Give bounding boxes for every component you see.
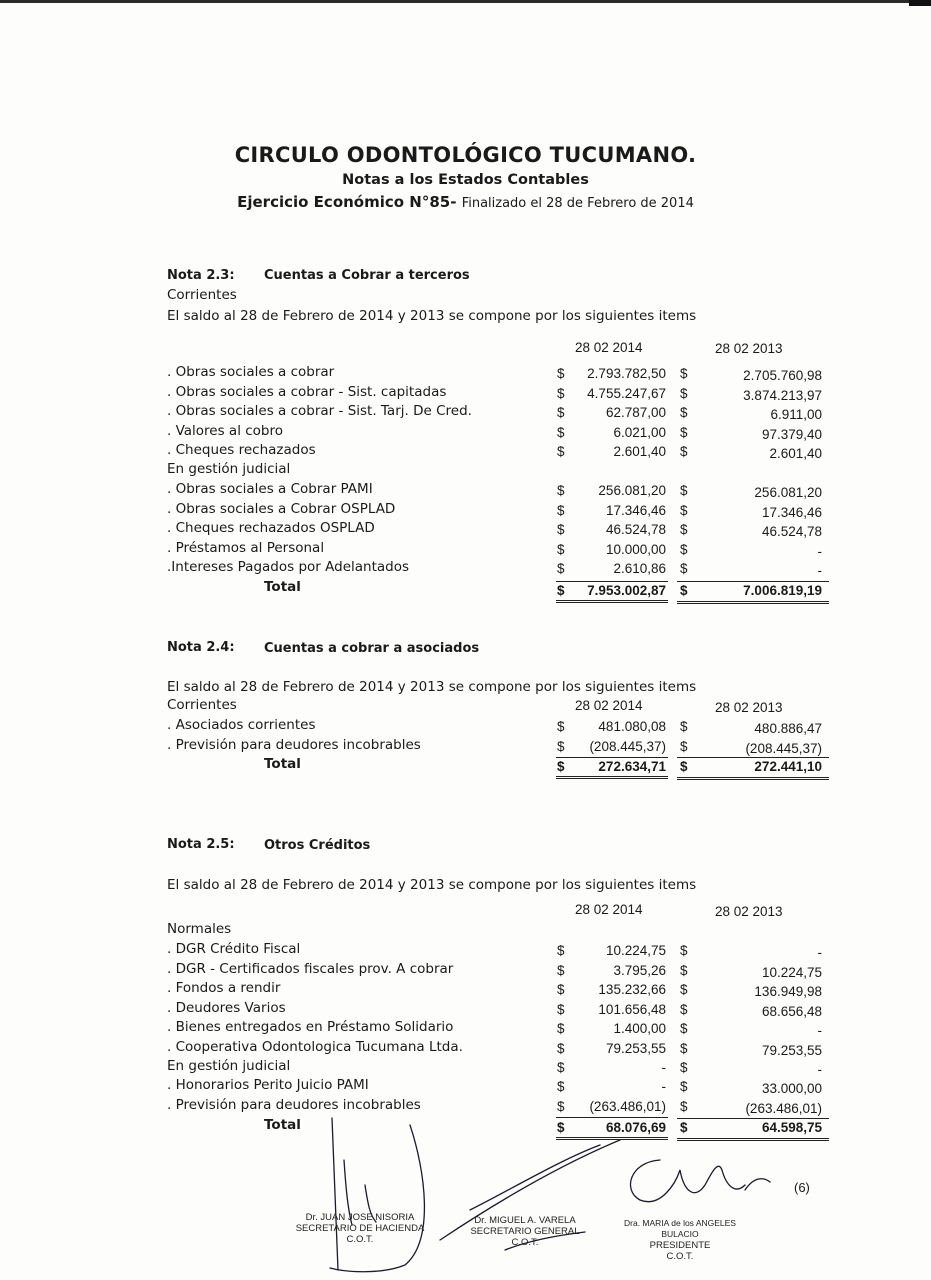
- row-value-2014: 135.232,66: [598, 982, 666, 997]
- nota23-col-2014: 28 02 2014: [575, 340, 643, 355]
- row-value-2014: 10.224,75: [605, 943, 666, 958]
- signature-name: Dra. MARIA de los ANGELES BULACIO: [624, 1218, 736, 1239]
- signature-stroke-6: [470, 1145, 600, 1210]
- signature-name: Dr. JUAN JOSE NISORIA: [305, 1212, 415, 1223]
- exercise-period: Finalizado el 28 de Febrero de 2014: [461, 196, 694, 211]
- row-currency-2014: $: [557, 1098, 565, 1114]
- row-value-2014: 4.755.247,67: [587, 385, 666, 401]
- row-currency-2014: $: [557, 1021, 565, 1036]
- row-label: . Fondos a rendir: [167, 980, 281, 996]
- row-currency-2013: $: [680, 483, 688, 498]
- row-value-2013: (263.486,01): [745, 1100, 822, 1116]
- row-currency-2013: $: [680, 444, 688, 459]
- nota23-sub: Corrientes: [167, 287, 237, 303]
- row-currency-2014: $: [557, 385, 565, 401]
- signature-stroke-1: [332, 1118, 338, 1270]
- row-value-2014: (263.486,01): [589, 1098, 666, 1114]
- row-currency-2013: $: [680, 962, 688, 978]
- signature-org: C.O.T.: [511, 1237, 539, 1248]
- nota24-total-label: Total: [264, 756, 301, 772]
- row-value-2013: 2.705.760,98: [743, 368, 822, 383]
- row-value-2014: 3.795,26: [613, 962, 666, 978]
- row-label: . Obras sociales a cobrar - Sist. Tarj. De Cred.: [167, 403, 472, 419]
- signature-stroke-8: [630, 1160, 745, 1202]
- row-value-2013: 17.346,46: [761, 504, 822, 520]
- row-value-2013: 3.874.213,97: [743, 387, 822, 403]
- row-label: . Previsión para deudores incobrables: [167, 736, 421, 753]
- nota25-number: Nota 2.5:: [167, 837, 235, 852]
- nota23-total-label: Total: [264, 579, 301, 595]
- row-label: . DGR Crédito Fiscal: [167, 941, 301, 957]
- row-value-2013: 79.253,55: [761, 1042, 822, 1058]
- row-value-2014: 79.253,55: [605, 1040, 666, 1056]
- row-currency-2014: $: [557, 366, 565, 381]
- row-currency-2014: $: [557, 405, 565, 420]
- row-value-2013: -: [817, 1023, 822, 1038]
- nota23-total-currency-2013: $: [680, 583, 688, 598]
- row-currency-2013: $: [680, 405, 688, 420]
- row-currency-2014: $: [557, 561, 565, 576]
- row-label: . Cheques rechazados: [167, 442, 316, 458]
- nota24-col-2014: 28 02 2014: [575, 698, 643, 713]
- nota24-total-2013: 272.441,10: [754, 759, 822, 774]
- row-currency-2013: $: [680, 982, 688, 997]
- row-label: . Cooperativa Odontologica Tucumana Ltda.: [167, 1038, 463, 1055]
- row-currency-2014: $: [557, 962, 565, 978]
- row-currency-2014: $: [557, 444, 565, 459]
- row-label: . Préstamos al Personal: [167, 539, 325, 556]
- row-value-2014: 481.080,08: [598, 719, 666, 734]
- document-subtitle: Notas a los Estados Contables: [342, 172, 589, 188]
- nota24-total-currency-2013: $: [680, 759, 688, 774]
- nota23-col-2013: 28 02 2013: [715, 341, 783, 356]
- row-currency-2014: $: [557, 1040, 565, 1056]
- row-currency-2013: $: [680, 561, 688, 576]
- row-label: . Cheques rechazados OSPLAD: [167, 520, 375, 536]
- nota24-total-2014: 272.634,71: [598, 759, 666, 774]
- row-value-2013: 136.949,98: [754, 984, 822, 999]
- nota23-total-currency-2014: $: [557, 583, 565, 598]
- row-currency-2014: $: [557, 1079, 565, 1094]
- row-currency-2013: $: [680, 1098, 688, 1114]
- nota25-total-currency-2014: $: [557, 1120, 565, 1135]
- row-label: .Intereses Pagados por Adelantados: [167, 559, 410, 575]
- row-value-2013: 480.886,47: [754, 721, 822, 736]
- nota25-sub: Normales: [167, 921, 232, 937]
- row-currency-2014: $: [557, 483, 565, 498]
- row-value-2013: 256.081,20: [754, 485, 822, 500]
- row-currency-2013: $: [680, 1040, 688, 1056]
- row-value-2014: 101.656,48: [598, 1001, 666, 1017]
- row-label: . Obras sociales a cobrar - Sist. capitadas: [167, 383, 447, 400]
- signature-role: PRESIDENTE: [649, 1240, 711, 1251]
- row-value-2013: (208.445,37): [745, 740, 822, 756]
- row-currency-2014: $: [557, 982, 565, 997]
- nota23-intro: El saldo al 28 de Febrero de 2014 y 2013 se compone por los siguientes items: [167, 308, 697, 324]
- row-value-2013: 97.379,40: [761, 426, 822, 442]
- row-currency-2014: $: [557, 1001, 565, 1017]
- row-value-2014: 2.601,40: [613, 444, 666, 459]
- row-currency-2013: $: [680, 1001, 688, 1017]
- row-value-2013: 10.224,75: [761, 964, 822, 980]
- row-currency-2013: $: [680, 1021, 688, 1036]
- row-value-2013: 33.000,00: [761, 1081, 822, 1096]
- row-value-2013: -: [817, 945, 822, 960]
- row-value-2014: 6.021,00: [613, 424, 666, 440]
- row-value-2014: 62.787,00: [605, 405, 666, 420]
- row-value-2014: 1.400,00: [613, 1021, 666, 1036]
- row-label: . DGR - Certificados fiscales prov. A cobrar: [167, 960, 454, 977]
- row-currency-2013: $: [680, 385, 688, 401]
- nota24-title: Cuentas a cobrar a asociados: [264, 641, 480, 656]
- nota25-judicial-currency-2013: $: [680, 1060, 688, 1075]
- row-value-2014: 2.793.782,50: [587, 366, 666, 381]
- row-currency-2013: $: [680, 366, 688, 381]
- row-value-2013: -: [817, 543, 822, 559]
- signature-block-presidente: [605, 1218, 755, 1262]
- nota24-number: Nota 2.4:: [167, 640, 235, 655]
- signature-stroke-9: [745, 1179, 770, 1190]
- row-label: . Obras sociales a Cobrar PAMI: [167, 481, 373, 497]
- nota25-judicial-2014: -: [661, 1060, 666, 1075]
- row-currency-2014: $: [557, 522, 565, 537]
- nota24-sub: Corrientes: [167, 697, 237, 713]
- row-currency-2014: $: [557, 502, 565, 518]
- row-value-2013: -: [817, 563, 822, 578]
- nota25-judicial-label: En gestión judicial: [167, 1058, 291, 1074]
- row-label: . Bienes entregados en Préstamo Solidario: [167, 1019, 454, 1035]
- signature-role: SECRETARIO DE HACIENDA: [295, 1223, 425, 1234]
- nota25-total-label: Total: [264, 1117, 301, 1133]
- page-number: (6): [794, 1180, 810, 1195]
- row-currency-2014: $: [557, 719, 565, 734]
- row-label: . Obras sociales a cobrar: [167, 364, 335, 380]
- row-value-2014: (208.445,37): [589, 738, 666, 754]
- nota23-judicial-label: En gestión judicial: [167, 461, 291, 477]
- document-title: CIRCULO ODONTOLÓGICO TUCUMANO.: [234, 143, 697, 167]
- row-currency-2013: $: [680, 943, 688, 958]
- row-currency-2014: $: [557, 541, 565, 557]
- row-currency-2013: $: [680, 541, 688, 557]
- nota25-col-2013: 28 02 2013: [715, 904, 783, 919]
- row-value-2014: 17.346,46: [605, 502, 666, 518]
- row-value-2013: 46.524,78: [761, 524, 822, 539]
- row-value-2014: 256.081,20: [598, 483, 666, 498]
- row-label: . Obras sociales a Cobrar OSPLAD: [167, 500, 396, 517]
- row-label: . Previsión para deudores incobrables: [167, 1096, 421, 1113]
- row-label: . Valores al cobro: [167, 422, 284, 439]
- row-currency-2013: $: [680, 738, 688, 754]
- row-currency-2013: $: [680, 719, 688, 734]
- signature-block-general: [455, 1215, 595, 1248]
- row-value-2013: 6.911,00: [770, 407, 822, 422]
- nota25-total-currency-2013: $: [680, 1120, 688, 1135]
- row-label: . Deudores Varios: [167, 999, 286, 1016]
- nota25-judicial-currency-2014: $: [557, 1060, 565, 1075]
- signature-org: C.O.T.: [666, 1251, 694, 1262]
- row-currency-2013: $: [680, 502, 688, 518]
- nota23-title: Cuentas a Cobrar a terceros: [264, 268, 470, 283]
- row-label: . Asociados corrientes: [167, 717, 316, 733]
- row-currency-2014: $: [557, 738, 565, 754]
- row-currency-2013: $: [680, 424, 688, 440]
- row-value-2014: -: [661, 1079, 666, 1094]
- row-currency-2013: $: [680, 522, 688, 537]
- row-currency-2014: $: [557, 943, 565, 958]
- row-value-2013: 68.656,48: [761, 1003, 822, 1019]
- signature-name: Dr. MIGUEL A. VARELA: [474, 1215, 576, 1226]
- nota24-intro: El saldo al 28 de Febrero de 2014 y 2013 se compone por los siguientes items: [167, 679, 697, 695]
- nota25-judicial-2013: -: [817, 1062, 822, 1077]
- signature-stroke-4: [330, 1125, 424, 1272]
- nota25-col-2014: 28 02 2014: [575, 902, 643, 917]
- nota24-col-2013: 28 02 2013: [715, 700, 783, 715]
- row-currency-2014: $: [557, 424, 565, 440]
- signature-role: SECRETARIO GENERAL: [470, 1226, 580, 1237]
- exercise-label: Ejercicio Económico N°85-: [237, 193, 457, 211]
- nota24-total-currency-2014: $: [557, 759, 565, 774]
- row-value-2014: 2.610,86: [613, 561, 666, 576]
- nota25-total-2014: 68.076,69: [605, 1120, 666, 1135]
- signature-org: C.O.T.: [346, 1234, 374, 1245]
- row-value-2013: 2.601,40: [769, 446, 822, 461]
- nota23-total-2014: 7.953.002,87: [587, 583, 666, 598]
- row-currency-2013: $: [680, 1079, 688, 1094]
- signature-block-hacienda: [285, 1212, 435, 1245]
- row-value-2014: 10.000,00: [605, 541, 666, 557]
- nota25-total-2013: 64.598,75: [761, 1120, 822, 1135]
- nota23-total-2013: 7.006.819,19: [743, 583, 822, 598]
- nota25-intro: El saldo al 28 de Febrero de 2014 y 2013 se compone por los siguientes items: [167, 877, 697, 893]
- nota25-title: Otros Créditos: [264, 838, 371, 853]
- nota23-number: Nota 2.3:: [167, 268, 235, 283]
- row-label: . Honorarios Perito Juicio PAMI: [167, 1077, 369, 1093]
- row-value-2014: 46.524,78: [605, 522, 666, 537]
